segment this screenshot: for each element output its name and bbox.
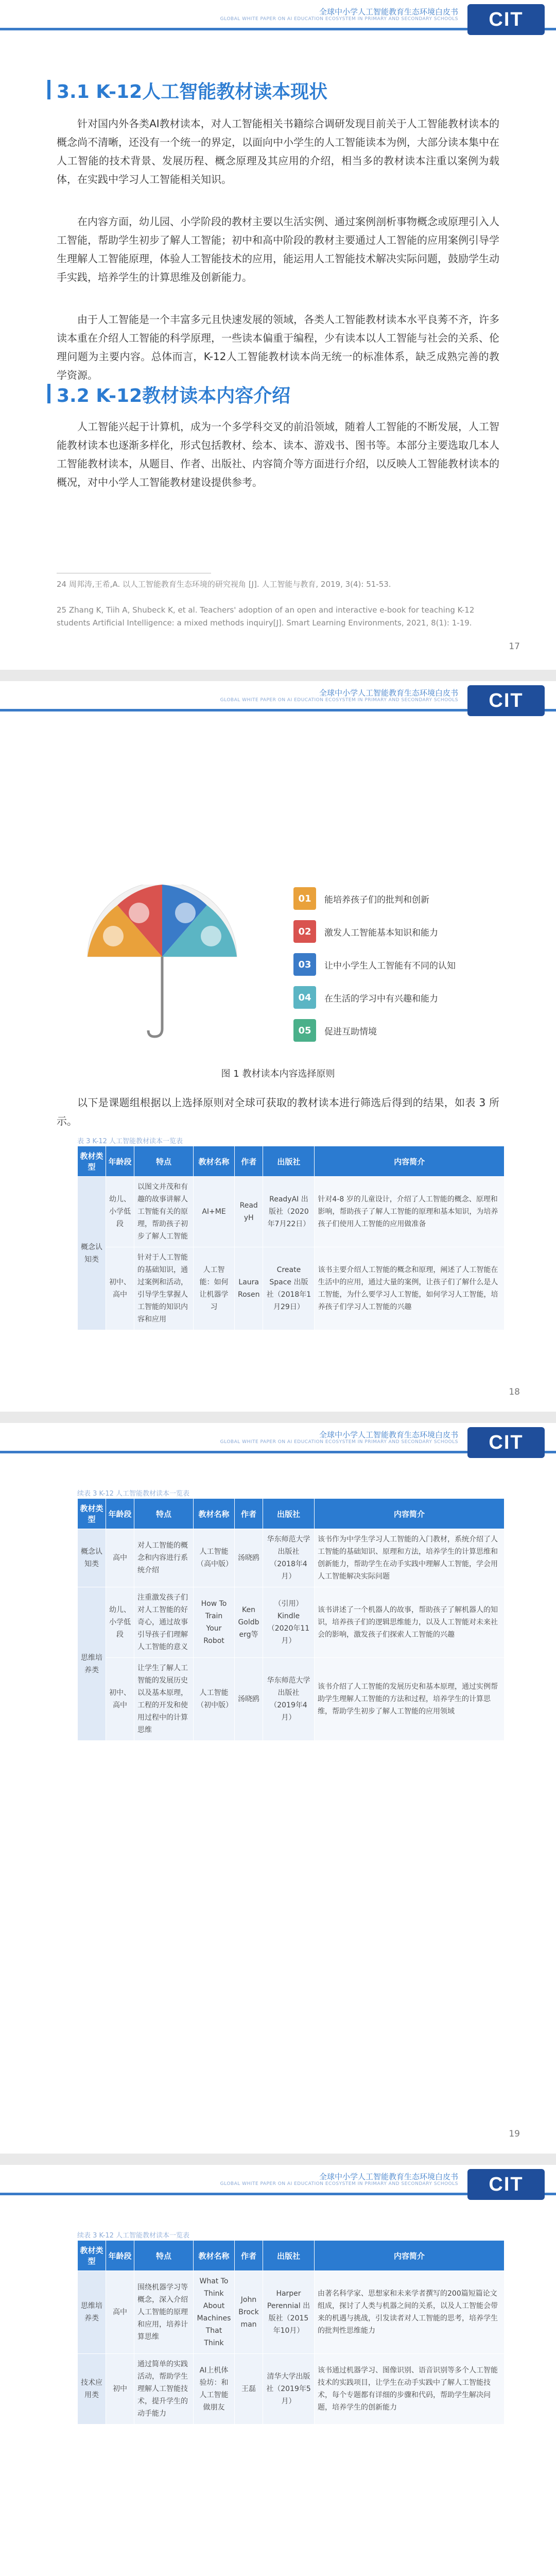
column-header: 年龄段 bbox=[106, 1499, 134, 1529]
intro-cell: 由著名科学家、思想家和未来学者撰写的200篇短篇论文组成，探讨了人类与机器之间的关系，以及人工智能会带来的机遇与挑战，引发读者对人工智能的思考，培养学生的批判性思维能力 bbox=[315, 2271, 505, 2354]
page-number: 18 bbox=[509, 1387, 520, 1397]
table-header-row bbox=[78, 2241, 505, 2271]
page-header bbox=[0, 681, 556, 726]
cit-logo: CIT bbox=[467, 2169, 545, 2200]
author-cell: John Brock man bbox=[235, 2271, 263, 2354]
legend-number: 01 bbox=[293, 887, 316, 910]
column-header: 特点 bbox=[134, 1499, 194, 1529]
header-subtitle: GLOBAL WHITE PAPER ON AI EDUCATION ECOSYSTEM IN PRIMARY AND SECONDARY SCHOOLS bbox=[220, 2181, 458, 2187]
header-subtitle: GLOBAL WHITE PAPER ON AI EDUCATION ECOSYSTEM IN PRIMARY AND SECONDARY SCHOOLS bbox=[220, 698, 458, 703]
column-header: 作者 bbox=[235, 1499, 263, 1529]
textbook-table bbox=[77, 2240, 505, 2425]
publisher-cell: Harper Perennial 出版社（2015年10月） bbox=[263, 2271, 315, 2354]
legend-number: 03 bbox=[293, 953, 316, 976]
header-subtitle: GLOBAL WHITE PAPER ON AI EDUCATION ECOSYSTEM IN PRIMARY AND SECONDARY SCHOOLS bbox=[220, 16, 458, 22]
column-header: 出版社 bbox=[263, 1499, 315, 1529]
column-header: 教材类型 bbox=[78, 2241, 106, 2271]
column-header: 内容简介 bbox=[315, 1499, 505, 1529]
intro-cell: 针对4-8 岁的儿童设计，介绍了人工智能的概念、原理和影响，帮助孩子了解人工智能的原理和基本知识，为培养孩子们使用人工智能的应用做准备 bbox=[315, 1177, 505, 1247]
column-header: 出版社 bbox=[263, 2241, 315, 2271]
column-header: 特点 bbox=[134, 1146, 194, 1177]
type-cell: 思维培养类 bbox=[78, 2271, 106, 2354]
publisher-cell: ReadyAI 出版社（2020年7月22日） bbox=[263, 1177, 315, 1247]
legend-item bbox=[293, 920, 515, 943]
intro-cell: 该书主要介绍人工智能的概念和原理，阐述了人工智能在生活中的应用，通过大量的案例，让孩子们了解什么是人工智能，为什么要学习人工智能，如何学习人工智能，培养孩子们学习人工智能的兴趣 bbox=[315, 1247, 505, 1330]
column-header: 教材名称 bbox=[194, 2241, 235, 2271]
section-heading-3-1 bbox=[57, 77, 327, 104]
page-2 bbox=[0, 681, 556, 1412]
header-title: 全球中小学人工智能教育生态环境白皮书 bbox=[319, 2172, 458, 2181]
figure-legend bbox=[293, 887, 515, 1052]
legend-text: 让中小学生人工智能有不同的认知 bbox=[324, 960, 456, 971]
legend-item bbox=[293, 986, 515, 1009]
legend-item bbox=[293, 953, 515, 976]
page-gap bbox=[0, 1412, 556, 1423]
intro-cell: 该书作为中学生学习人工智能的入门教材，系统介绍了人工智能的基础知识、原理和方法，培养学生的计算思维和创新能力，帮助学生在动手实践中理解人工智能，学会用人工智能解决实际问题 bbox=[315, 1529, 505, 1587]
table-row bbox=[78, 1658, 505, 1741]
publisher-cell: 华东师范大学出版社（2018年4月） bbox=[263, 1529, 315, 1587]
age-cell: 初中、高中 bbox=[106, 1658, 134, 1741]
feature-cell: 让学生了解人工智能的发展历史以及基本原理，工程的开发和使用过程中的计算思维 bbox=[134, 1658, 194, 1741]
column-header: 内容简介 bbox=[315, 2241, 505, 2271]
page-1 bbox=[0, 0, 556, 670]
publisher-cell: 华东师范大学出版社（2019年4月） bbox=[263, 1658, 315, 1741]
table-row bbox=[78, 1587, 505, 1658]
textbook-table bbox=[77, 1498, 505, 1741]
cit-logo: CIT bbox=[467, 685, 545, 716]
age-cell: 高中 bbox=[106, 1529, 134, 1587]
section-heading-3-2 bbox=[57, 381, 290, 408]
paragraph: 在内容方面，幼儿园、小学阶段的教材主要以生活实例、通过案例剖析事物概念或原理引入人工智能，帮助学生初步了解人工智能；初中和高中阶段的教材主要通过人工智能的应用案例引导学生理解人工智能原理，体验人工智能技术的应用，能运用人工智能技术解决实际问题，鼓励学生动手实践，培养学生的计算思维及创新能力。 bbox=[57, 215, 499, 283]
heading-text: 3.1 K-12人工智能教材读本现状 bbox=[57, 81, 328, 103]
column-header: 教材类型 bbox=[78, 1499, 106, 1529]
legend-number: 05 bbox=[293, 1019, 316, 1042]
legend-text: 能培养孩子们的批判和创新 bbox=[324, 894, 429, 905]
table-row bbox=[78, 1247, 505, 1330]
figure-caption: 图 1 教材读本内容选择原则 bbox=[221, 1069, 335, 1079]
name-cell: How To Train Your Robot bbox=[194, 1587, 235, 1658]
publisher-cell: Create Space 出版社（2018年1月29日） bbox=[263, 1247, 315, 1330]
table-header-row bbox=[78, 1146, 505, 1177]
feature-cell: 注重激发孩子们对人工智能的好奇心，通过故事引导孩子们理解人工智能的意义 bbox=[134, 1587, 194, 1658]
page-3 bbox=[0, 1423, 556, 2154]
author-cell: 王磊 bbox=[235, 2354, 263, 2425]
column-header: 出版社 bbox=[263, 1146, 315, 1177]
intro-cell: 该书讲述了一个机器人的故事，帮助孩子了解机器人的知识，培养孩子们的逻辑思维能力，以及人工智能对未来社会的影响，激发孩子们探索人工智能的兴趣 bbox=[315, 1587, 505, 1658]
intro-cell: 该书通过机器学习、图像识别、语音识别等多个人工智能技术的实践项目，让学生在动手实践中了解人工智能技术，每个专题都有详细的步骤和代码，帮助学生解决问题，培养学生的创新能力 bbox=[315, 2354, 505, 2425]
table-caption: 续表 3 K-12 人工智能教材读本一览表 bbox=[77, 1490, 190, 1498]
paragraph: 针对国内外各类AI教材读本，对人工智能相关书籍综合调研发现目前关于人工智能教材读本的概念尚不清晰，还没有一个统一的界定，以面向中小学生的人工智能读本为例，大部分读本集中在人工智能的技术背景、发展历程、概念原理及其应用的介绍，相当多的教材读本注重以案例为载体，在实践中学习人工智能相关知识。 bbox=[57, 117, 499, 185]
footnote: 25 Zhang K, Tiih A, Shubeck K, et al. Teachers' adoption of an open and interactive e-book for teaching K-12 students Artificial Intelligence: a mixed methods inquiry[J]. Smart Learning Environments, 2021, 8(1): 1-19. bbox=[57, 605, 475, 628]
legend-text: 激发人工智能基本知识和能力 bbox=[324, 927, 438, 938]
legend-number: 02 bbox=[293, 920, 316, 943]
column-header: 内容简介 bbox=[315, 1146, 505, 1177]
header-title: 全球中小学人工智能教育生态环境白皮书 bbox=[319, 688, 458, 698]
page-number: 19 bbox=[509, 2129, 520, 2139]
page-header bbox=[0, 1423, 556, 1468]
author-cell: 汤晓鸥 bbox=[235, 1658, 263, 1741]
header-title: 全球中小学人工智能教育生态环境白皮书 bbox=[319, 1430, 458, 1439]
column-header: 教材名称 bbox=[194, 1499, 235, 1529]
legend-text: 促进互助情境 bbox=[324, 1026, 377, 1037]
header-title: 全球中小学人工智能教育生态环境白皮书 bbox=[319, 7, 458, 16]
feature-cell: 围绕机器学习等概念，深入介绍人工智能的原理和应用，培养计算思维 bbox=[134, 2271, 194, 2354]
column-header: 特点 bbox=[134, 2241, 194, 2271]
cit-logo: CIT bbox=[467, 1427, 545, 1458]
column-header: 年龄段 bbox=[106, 2241, 134, 2271]
age-cell: 幼儿、小学低段 bbox=[106, 1587, 134, 1658]
footnote: 24 周邦涛,王希,A. 以人工智能教育生态环境的研究视角 [J]. 人工智能与教育, 2019, 3(4): 51-53. bbox=[57, 580, 391, 589]
feature-cell: 针对于人工智能的基础知识，通过案例和活动，引导学生掌握人工智能的知识内容和应用 bbox=[134, 1247, 194, 1330]
table-caption: 表 3 K-12 人工智能教材读本一览表 bbox=[77, 1138, 183, 1145]
author-cell: 汤晓鸥 bbox=[235, 1529, 263, 1587]
intro-cell: 该书介绍了人工智能的发展历史和基本原理，通过实例帮助学生理解人工智能的方法和过程，培养学生的计算思维，帮助学生初步了解人工智能的应用领域 bbox=[315, 1658, 505, 1741]
type-cell: 概念认知类 bbox=[78, 1529, 106, 1587]
column-header: 作者 bbox=[235, 2241, 263, 2271]
heading-bar bbox=[47, 80, 50, 99]
type-cell: 思维培养类 bbox=[78, 1587, 106, 1741]
column-header: 教材类型 bbox=[78, 1146, 106, 1177]
heading-text: 3.2 K-12教材读本内容介绍 bbox=[57, 385, 291, 406]
name-cell: 人工智能：如何让机器学习 bbox=[194, 1247, 235, 1330]
author-cell: Read yH bbox=[235, 1177, 263, 1247]
cit-logo: CIT bbox=[467, 4, 545, 35]
age-cell: 幼儿、小学低段 bbox=[106, 1177, 134, 1247]
age-cell: 高中 bbox=[106, 2271, 134, 2354]
table-header-row bbox=[78, 1499, 505, 1529]
legend-item bbox=[293, 887, 515, 910]
type-cell: 概念认知类 bbox=[78, 1177, 106, 1330]
heading-bar bbox=[47, 384, 50, 403]
page-gap bbox=[0, 670, 556, 681]
paragraph: 由于人工智能是一个丰富多元且快速发展的领域，各类人工智能教材读本水平良莠不齐，许多读本重在介绍人工智能的科学原理，一些读本偏重于编程，少有读本以人工智能与社会的关系、伦理问题为主要内容。总体而言，K-12人工智能教材读本尚无统一的标准体系，缺乏成熟完善的教学资源。 bbox=[57, 313, 499, 381]
name-cell: 人工智能（初中版） bbox=[194, 1658, 235, 1741]
name-cell: AI上机体验坊：和人工智能做朋友 bbox=[194, 2354, 235, 2425]
page-header bbox=[0, 2165, 556, 2210]
table-caption: 续表 3 K-12 人工智能教材读本一览表 bbox=[77, 2232, 190, 2240]
paragraph: 以下是课题组根据以上选择原则对全球可获取的教材读本进行筛选后得到的结果，如表 3 所示。 bbox=[57, 1096, 499, 1127]
header-subtitle: GLOBAL WHITE PAPER ON AI EDUCATION ECOSYSTEM IN PRIMARY AND SECONDARY SCHOOLS bbox=[220, 1439, 458, 1445]
column-header: 年龄段 bbox=[106, 1146, 134, 1177]
legend-item bbox=[293, 1019, 515, 1042]
table-row bbox=[78, 2354, 505, 2425]
table-row bbox=[78, 2271, 505, 2354]
publisher-cell: 清华大学出版社（2019年5月） bbox=[263, 2354, 315, 2425]
feature-cell: 以图文并茂和有趣的故事讲解人工智能有关的原理，帮助孩子初步了解人工智能 bbox=[134, 1177, 194, 1247]
legend-text: 在生活的学习中有兴趣和能力 bbox=[324, 993, 438, 1004]
name-cell: AI+ME bbox=[194, 1177, 235, 1247]
table-row bbox=[78, 1529, 505, 1587]
page-gap bbox=[0, 2154, 556, 2165]
age-cell: 初中 bbox=[106, 2354, 134, 2425]
feature-cell: 通过简单的实践活动，帮助学生理解人工智能技术，提升学生的动手能力 bbox=[134, 2354, 194, 2425]
column-header: 教材名称 bbox=[194, 1146, 235, 1177]
table-row bbox=[78, 1177, 505, 1247]
paragraph: 人工智能兴起于计算机，成为一个多学科交叉的前沿领域，随着人工智能的不断发展，人工智能教材读本也逐渐多样化，形式包括教材、绘本、读本、游戏书、图书等。本部分主要选取几本人工智能教材读本，从题目、作者、出版社、内容简介等方面进行介绍，以反映人工智能教材读本的概况，对中小学人工智能教材建设提供参考。 bbox=[57, 420, 499, 488]
page-header bbox=[0, 0, 556, 45]
page-4 bbox=[0, 2165, 556, 2576]
type-cell: 技术应用类 bbox=[78, 2354, 106, 2425]
author-cell: Laura Rosen bbox=[235, 1247, 263, 1330]
legend-number: 04 bbox=[293, 986, 316, 1009]
author-cell: Ken Goldb erg等 bbox=[235, 1587, 263, 1658]
umbrella-figure bbox=[77, 885, 247, 1039]
age-cell: 初中、高中 bbox=[106, 1247, 134, 1330]
publisher-cell: （引用） Kindle（2020年11月） bbox=[263, 1587, 315, 1658]
page-number: 17 bbox=[509, 641, 520, 652]
name-cell: What To Think About Machines That Think bbox=[194, 2271, 235, 2354]
textbook-table bbox=[77, 1146, 505, 1330]
name-cell: 人工智能（高中版） bbox=[194, 1529, 235, 1587]
column-header: 作者 bbox=[235, 1146, 263, 1177]
feature-cell: 对人工智能的概念和内容进行系统介绍 bbox=[134, 1529, 194, 1587]
